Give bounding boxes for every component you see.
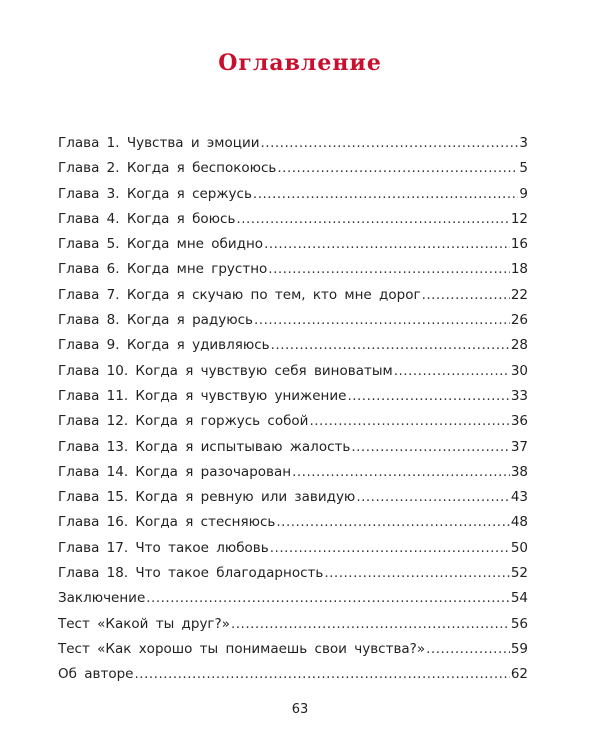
toc-entry xyxy=(58,485,528,510)
dot-leader xyxy=(254,308,510,333)
toc-entry-label: Глава 1. Чувства и эмоции xyxy=(58,135,260,151)
dot-leader xyxy=(351,435,509,460)
toc-entry-page: 43 xyxy=(510,489,528,506)
toc-entry xyxy=(58,182,528,207)
toc-entry-page: 38 xyxy=(510,463,528,480)
toc-entry xyxy=(58,510,528,535)
dot-leader xyxy=(134,662,509,687)
toc-entry xyxy=(58,283,528,308)
toc-entry xyxy=(58,435,528,460)
toc-entry xyxy=(58,662,528,687)
dot-leader xyxy=(270,536,510,561)
toc-entry-page: 54 xyxy=(510,590,528,607)
toc-entry-label: Глава 9. Когда я удивляюсь xyxy=(58,337,270,354)
toc-entry-page: 33 xyxy=(510,387,528,404)
toc-entry-label: Глава 8. Когда я радуюсь xyxy=(58,312,253,329)
toc-entry-page: 16 xyxy=(510,236,528,253)
dot-leader xyxy=(271,333,510,358)
toc-entry-page: 62 xyxy=(510,666,528,683)
toc-entry xyxy=(58,561,528,586)
dot-leader xyxy=(309,409,509,434)
dot-leader xyxy=(253,182,519,207)
dot-leader xyxy=(261,131,519,156)
toc-entry-page: 26 xyxy=(510,312,528,329)
toc-entry xyxy=(58,232,528,257)
toc-entry xyxy=(58,131,528,156)
toc-entry-label: Глава 15. Когда я ревную или завидую xyxy=(58,489,356,506)
toc-entry-page: 56 xyxy=(510,615,528,632)
toc-entry-label: Глава 18. Что такое благодарность xyxy=(58,565,324,582)
toc-entry-label: Об авторе xyxy=(58,666,134,683)
toc-entry-label: Тест «Как хорошо ты понимаешь свои чувства?» xyxy=(58,640,426,657)
toc-entry xyxy=(58,384,528,409)
dot-leader xyxy=(231,612,510,637)
toc-entry-page: 12 xyxy=(510,210,528,227)
toc-entry-page: 36 xyxy=(510,413,528,430)
toc-entry-label: Глава 5. Когда мне обидно xyxy=(58,236,264,253)
toc-entry xyxy=(58,637,528,662)
dot-leader xyxy=(394,359,510,384)
toc-entry-page: 59 xyxy=(510,640,528,657)
toc-entry-label: Глава 3. Когда я сержусь xyxy=(58,185,252,202)
toc-entry xyxy=(58,333,528,358)
dot-leader xyxy=(276,510,509,535)
dot-leader xyxy=(347,384,509,409)
toc-entry-page: 5 xyxy=(519,160,528,177)
toc-entry-label: Глава 4. Когда я боюсь xyxy=(58,210,236,227)
toc-entry-page: 9 xyxy=(519,185,528,202)
toc-entry-page: 48 xyxy=(510,514,528,531)
toc-entry xyxy=(58,586,528,611)
toc-entry-label: Глава 11. Когда я чувствую унижение xyxy=(58,387,347,404)
dot-leader xyxy=(277,156,518,181)
toc-entry-page: 37 xyxy=(510,438,528,455)
toc-entry-label: Глава 13. Когда я испытываю жалость xyxy=(58,438,351,455)
dot-leader xyxy=(236,207,509,232)
dot-leader xyxy=(268,257,510,282)
toc-entry-label: Глава 16. Когда я стесняюсь xyxy=(58,514,276,531)
toc-entry-page: 52 xyxy=(510,565,528,582)
page-number: 63 xyxy=(291,702,309,717)
toc-entry-label: Глава 6. Когда мне грустно xyxy=(58,261,268,278)
toc-entry-page: 30 xyxy=(510,362,528,379)
toc-entry xyxy=(58,207,528,232)
toc-entry-label: Глава 10. Когда я чувствую себя виноватым xyxy=(58,362,393,379)
toc-entry-page: 28 xyxy=(510,337,528,354)
dot-leader xyxy=(324,561,509,586)
toc-entry-label: Глава 14. Когда я разочарован xyxy=(58,463,292,480)
toc-entry-label: Глава 17. Что такое любовь xyxy=(58,539,269,556)
dot-leader xyxy=(264,232,510,257)
toc-entry xyxy=(58,156,528,181)
toc-entry xyxy=(58,359,528,384)
toc-entry-page: 22 xyxy=(510,286,528,303)
toc-entry-label: Тест «Какой ты друг?» xyxy=(58,615,230,632)
dot-leader xyxy=(292,460,510,485)
toc-entry xyxy=(58,460,528,485)
toc-entry-page: 18 xyxy=(510,261,528,278)
toc-title: Оглавление xyxy=(218,50,382,76)
toc-entry xyxy=(58,308,528,333)
dot-leader xyxy=(422,283,510,308)
toc-entry-label: Глава 7. Когда я скучаю по тем, кто мне дорог xyxy=(58,286,421,303)
dot-leader xyxy=(146,586,510,611)
toc-entry-label: Глава 2. Когда я беспокоюсь xyxy=(58,160,277,177)
toc-entry-page: 3 xyxy=(519,135,528,151)
toc-entry xyxy=(58,257,528,282)
toc-entry-label: Глава 12. Когда я горжусь собой xyxy=(58,413,309,430)
dot-leader xyxy=(356,485,510,510)
toc-entry xyxy=(58,536,528,561)
dot-leader xyxy=(426,637,510,662)
toc-entry-page: 50 xyxy=(510,539,528,556)
table-of-contents xyxy=(58,131,528,688)
toc-entry xyxy=(58,612,528,637)
toc-entry xyxy=(58,409,528,434)
toc-entry-label: Заключение xyxy=(58,590,146,607)
